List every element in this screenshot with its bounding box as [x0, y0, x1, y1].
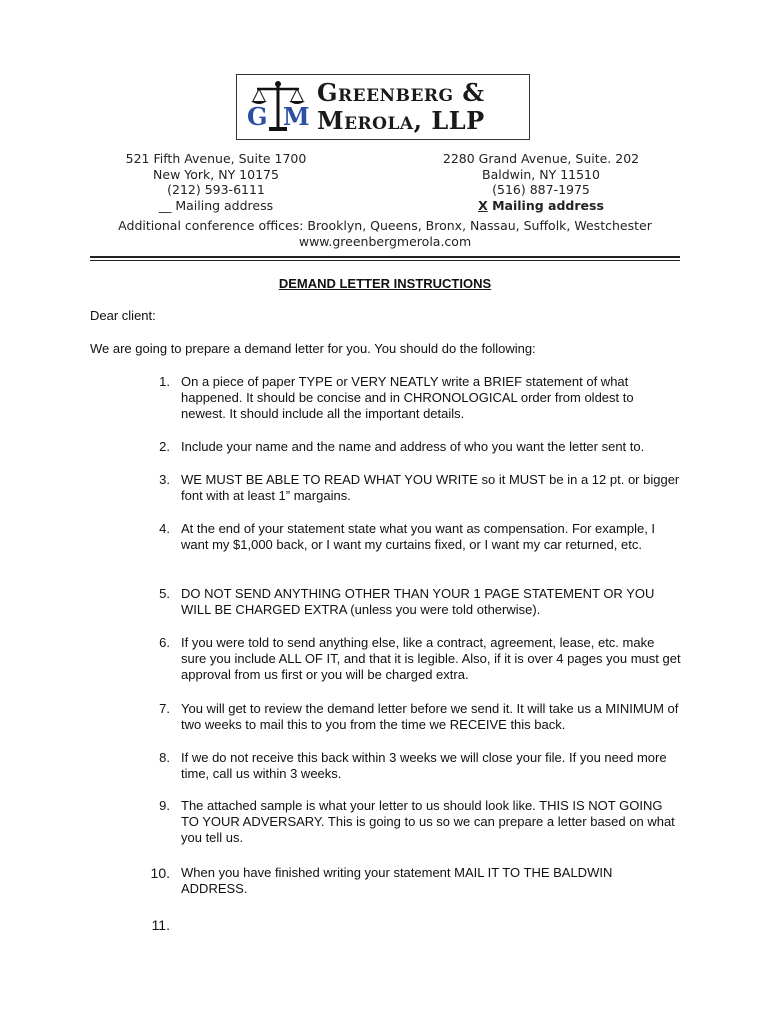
firm-name-line2: Merola, LLP — [317, 106, 485, 135]
document-title: DEMAND LETTER INSTRUCTIONS — [278, 276, 492, 291]
header-divider — [90, 256, 680, 258]
item-text: If we do not receive this back within 3 weeks we will close your file. If you need more time, call us within 3 weeks. — [181, 750, 667, 781]
item-text: WE MUST BE ABLE TO READ WHAT YOU WRITE so it MUST be in a 12 pt. or bigger font with at least 1” margains. — [181, 472, 680, 503]
address-line2: Baldwin, NY 11510 — [482, 166, 600, 182]
item-text: At the end of your statement state what you want as compensation. For example, I want my $1,000 back, or I want my curtains fixed, or I want my car returned, etc. — [181, 521, 656, 552]
greeting: Dear client: — [90, 308, 156, 323]
monogram-g: G — [247, 102, 268, 131]
item-text: If you were told to send anything else, like a contract, agreement, lease, etc. make sure you include ALL OF IT, and that it is legible. Also, if it is over 4 pages you must get approval from us first or you will be charged extra. — [181, 635, 681, 682]
monogram-m: M — [283, 102, 310, 131]
mailing-mark: __ — [158, 197, 172, 213]
item-number: 6. — [159, 635, 170, 650]
item-number: 5. — [159, 586, 170, 601]
firm-name — [317, 79, 485, 135]
office-address-left — [86, 151, 346, 213]
office-address-right — [411, 151, 671, 213]
mailing-label: Mailing address — [175, 197, 274, 213]
website-link[interactable]: www.greenbergmerola.com — [298, 233, 472, 249]
item-text: You will get to review the demand letter before we send it. It will take us a MINIMUM of two weeks to mail this to you from the time we RECEIVE this back. — [181, 701, 679, 732]
mailing-mark: X — [478, 197, 488, 213]
item-number: 2. — [159, 439, 170, 454]
item-number: 8. — [159, 750, 170, 765]
item-text: On a piece of paper TYPE or VERY NEATLY write a BRIEF statement of what happened. It should be concise and in CHRONOLOGICAL order from oldest to newest. It should include all the important details. — [181, 374, 634, 421]
phone-number: (516) 887-1975 — [492, 182, 590, 197]
address-line2: New York, NY 10175 — [153, 166, 279, 182]
item-text: DO NOT SEND ANYTHING OTHER THAN YOUR 1 PAGE STATEMENT OR YOU WILL BE CHARGED EXTRA (unless you were told otherwise). — [181, 586, 655, 617]
address-line1: 521 Fifth Avenue, Suite 1700 — [125, 151, 307, 166]
intro-paragraph: We are going to prepare a demand letter for you. You should do the following: — [90, 341, 536, 356]
item-number: 10. — [150, 865, 170, 881]
item-number: 7. — [159, 701, 170, 716]
additional-offices-text: Additional conference offices: Brooklyn, Queens, Bronx, Nassau, Suffolk, Westchester — [118, 218, 652, 233]
item-text: When you have finished writing your statement MAIL IT TO THE BALDWIN ADDRESS. — [181, 865, 613, 896]
header-divider-thin — [90, 260, 680, 261]
scales-of-justice-icon — [245, 79, 311, 135]
item-text: Include your name and the name and address of who you want the letter sent to. — [181, 439, 645, 454]
firm-name-line1: Greenberg & — [317, 78, 485, 107]
mailing-address-option — [86, 198, 346, 214]
item-number: 3. — [159, 472, 170, 487]
phone-number: (212) 593-6111 — [167, 182, 265, 197]
additional-offices — [0, 218, 770, 249]
firm-logo — [236, 74, 530, 140]
item-number: 1. — [159, 374, 170, 389]
item-number: 9. — [159, 798, 170, 813]
item-number: 4. — [159, 521, 170, 536]
address-line1: 2280 Grand Avenue, Suite. 202 — [442, 151, 640, 166]
mailing-label: Mailing address — [492, 197, 604, 213]
mailing-address-option — [411, 198, 671, 214]
item-number: 11. — [151, 917, 170, 933]
item-text: The attached sample is what your letter to us should look like. THIS IS NOT GOING TO YOUR ADVERSARY. This is going to us so we can prepare a letter based on what you tell us. — [181, 798, 675, 845]
